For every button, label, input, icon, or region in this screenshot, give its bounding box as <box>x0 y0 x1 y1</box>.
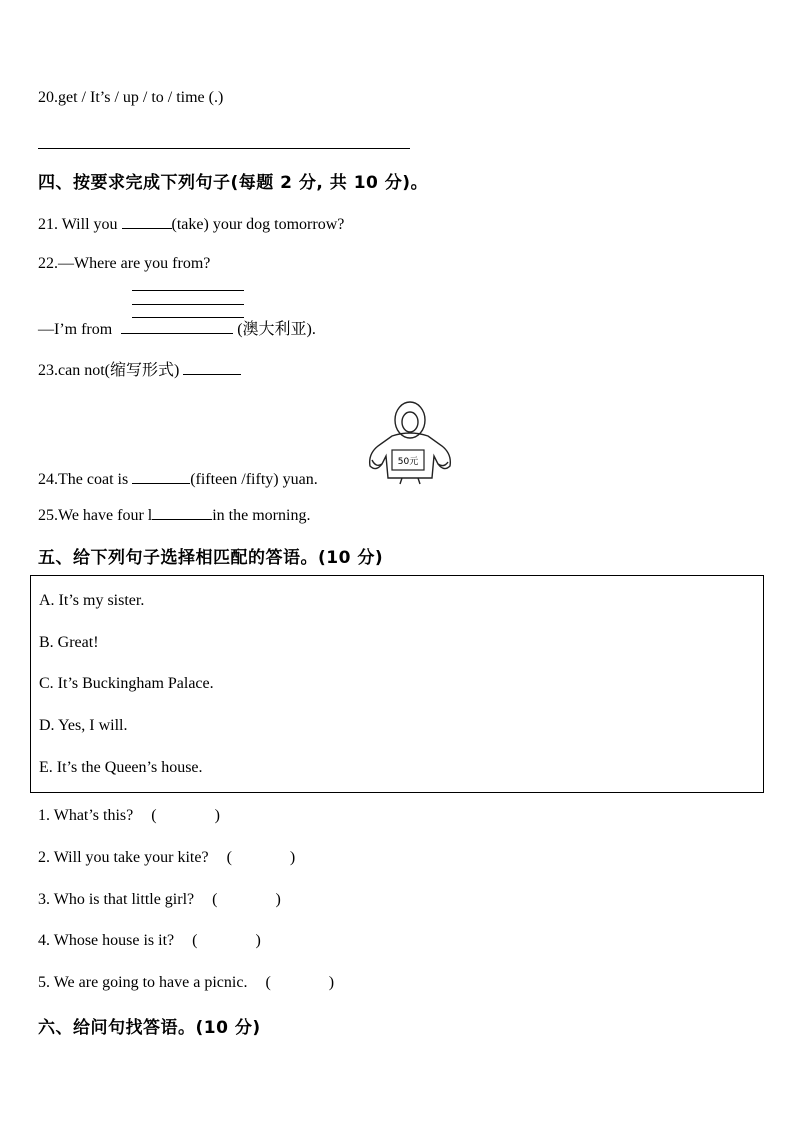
paren-open: ( <box>151 807 157 824</box>
question-22-answer: —I’m from (澳大利亚). <box>38 317 316 340</box>
paren-open: ( <box>212 891 218 908</box>
question-23: 23.can not(缩写形式) <box>38 358 241 381</box>
question-21: 21. Will you (take) your dog tomorrow? <box>38 212 344 235</box>
question-20 <box>38 88 223 108</box>
section-5-heading: 五、给下列句子选择相匹配的答语。(10 分) <box>38 548 384 568</box>
question-22: 22.—Where are you from? <box>38 255 211 272</box>
match-question-2: 2. Will you take your kite? ( ) <box>38 849 296 866</box>
match-question-4: 4. Whose house is it? ( ) <box>38 932 261 949</box>
blank-22-line-2[interactable] <box>132 304 244 305</box>
paren-close: ) <box>289 849 296 866</box>
answer-line-20[interactable] <box>38 148 410 149</box>
section-6-heading: 六、给问句找答语。(10 分) <box>38 1018 261 1038</box>
section-4-heading: 四、按要求完成下列句子(每题 2 分, 共 10 分)。 <box>38 173 429 193</box>
paren-close: ) <box>328 974 335 991</box>
price-tag-text: 50元 <box>397 457 419 467</box>
choice-d: D. Yes, I will. <box>39 717 128 734</box>
choice-c: C. It’s Buckingham Palace. <box>39 675 214 692</box>
match-question-1: 1. What’s this? ( ) <box>38 807 220 824</box>
question-25: 25.We have four l in the morning. <box>38 503 310 526</box>
choice-e: E. It’s the Queen’s house. <box>39 759 203 776</box>
paren-open: ( <box>265 974 271 991</box>
paren-open: ( <box>192 932 198 949</box>
question-20-text: 20.get / It’s / up / to / time (.) <box>38 89 224 106</box>
choice-b: B. Great! <box>39 634 99 651</box>
question-24: 24.The coat is (fifteen /fifty) yuan. <box>38 467 318 490</box>
match-question-3: 3. Who is that little girl? ( ) <box>38 891 281 908</box>
paren-close: ) <box>275 891 281 908</box>
blank-22-line-1[interactable] <box>132 290 244 291</box>
answer-choices-box <box>30 575 764 793</box>
blank-24[interactable] <box>132 467 190 484</box>
blank-22[interactable] <box>121 317 233 334</box>
blank-25[interactable] <box>152 503 212 520</box>
blank-21[interactable] <box>122 212 172 229</box>
paren-close: ) <box>214 807 220 824</box>
paren-close: ) <box>255 932 261 949</box>
choice-a: A. It’s my sister. <box>39 592 145 609</box>
coat-price-illustration <box>362 398 458 486</box>
blank-23[interactable] <box>183 358 241 375</box>
paren-open: ( <box>226 849 232 866</box>
match-question-5: 5. We are going to have a picnic. ( ) <box>38 974 335 991</box>
